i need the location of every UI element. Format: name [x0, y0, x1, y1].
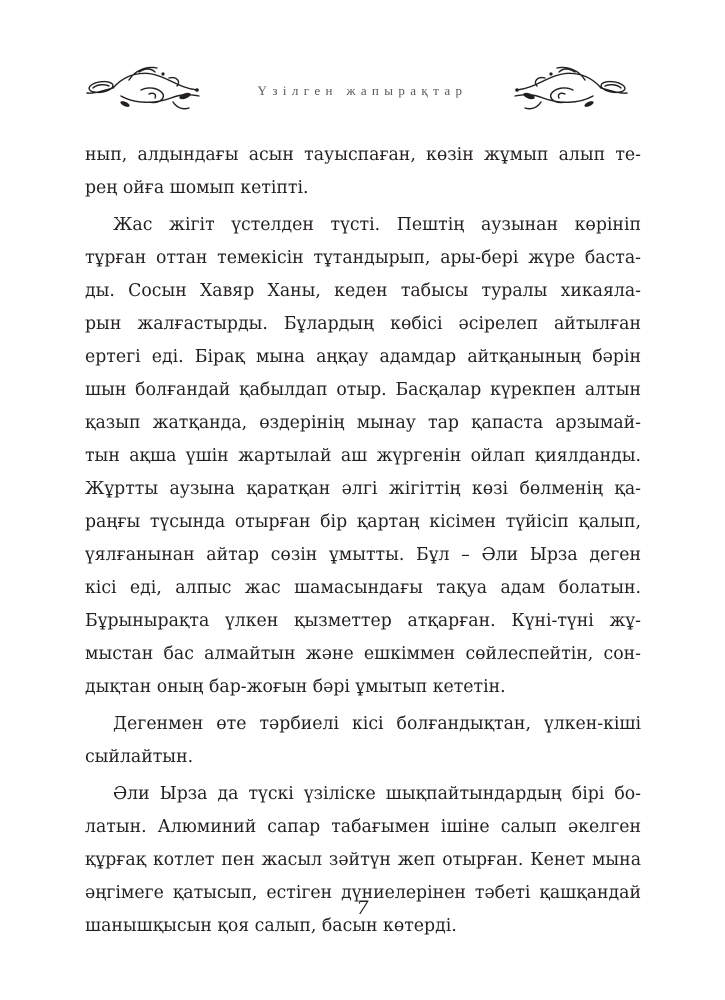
- text-line: тұрған оттан темекісін тұтандырып, ары-бері жүре баста-: [85, 248, 641, 268]
- text-line: тын ақша үшін жартылай аш жүргенін ойлап қиялданды.: [85, 446, 641, 466]
- page-number: 7: [356, 897, 369, 919]
- text-line: дықтан оның бар-жоғын бәрі ұмытып кететін.: [85, 677, 506, 697]
- text-line: рын жалғастырды. Бұлардың көбісі әсірелеп айтылған: [85, 314, 641, 334]
- text-line: Жұртты аузына қаратқан әлгі жігіттің көзі бөлменің қа-: [85, 479, 641, 499]
- text-line: шанышқысын қоя салып, басын көтерді.: [85, 916, 457, 936]
- text-line: кісі еді, алпыс жас шамасындағы тақуа адам болатын.: [85, 578, 641, 598]
- floral-flourish-icon: [509, 66, 629, 112]
- text-line: сыйлайтын.: [85, 747, 194, 767]
- text-line: мыстан бас алмайтын және ешкіммен сөйлеспейтін, сон-: [85, 644, 641, 664]
- text-line: құрғақ котлет пен жасыл зәйтүн жеп отырған. Кенет мына: [85, 850, 641, 870]
- text-line: Бұрынырақта үлкен қызметтер атқарған. Күні-түні жұ-: [85, 611, 641, 631]
- text-line: Әли Ырза да түскі үзіліске шықпайтындардың бірі бо-: [113, 784, 641, 804]
- body-text: [85, 139, 641, 943]
- text-line: рең ойға шомып кетіпті.: [85, 178, 309, 198]
- text-line: нып, алдындағы асын тауыспаған, көзін жұмып алып те-: [85, 145, 641, 165]
- floral-flourish-icon: [85, 66, 205, 112]
- running-title: Үзілген жапырақтар: [257, 83, 468, 98]
- text-line: ертегі еді. Бірақ мына аңқау адамдар айтқанының бәрін: [85, 347, 641, 367]
- text-line: ды. Сосын Хавяр Ханы, кеден табысы туралы хикаяла-: [85, 281, 641, 301]
- running-header: [0, 66, 725, 116]
- text-line: раңғы түсында отырған бір қартаң кісімен түйісіп қалып,: [85, 512, 641, 532]
- text-line: шын болғандай қабылдап отыр. Басқалар күрекпен алтын: [85, 380, 641, 400]
- text-line: әңгімеге қатысып, естіген дүниелерінен тәбеті қашқандай: [85, 883, 641, 903]
- text-line: Жас жігіт үстелден түсті. Пештің аузынан көрініп: [113, 215, 641, 235]
- text-line: Дегенмен өте тәрбиелі кісі болғандықтан, үлкен-кіші: [113, 714, 641, 734]
- text-line: латын. Алюминий сапар табағымен ішіне салып әкелген: [85, 817, 641, 837]
- text-line: үялғанынан айтар сөзін ұмытты. Бұл – Әли Ырза деген: [85, 545, 641, 565]
- text-line: қазып жатқанда, өздерінің мынау тар қапаста арзымай-: [85, 413, 641, 433]
